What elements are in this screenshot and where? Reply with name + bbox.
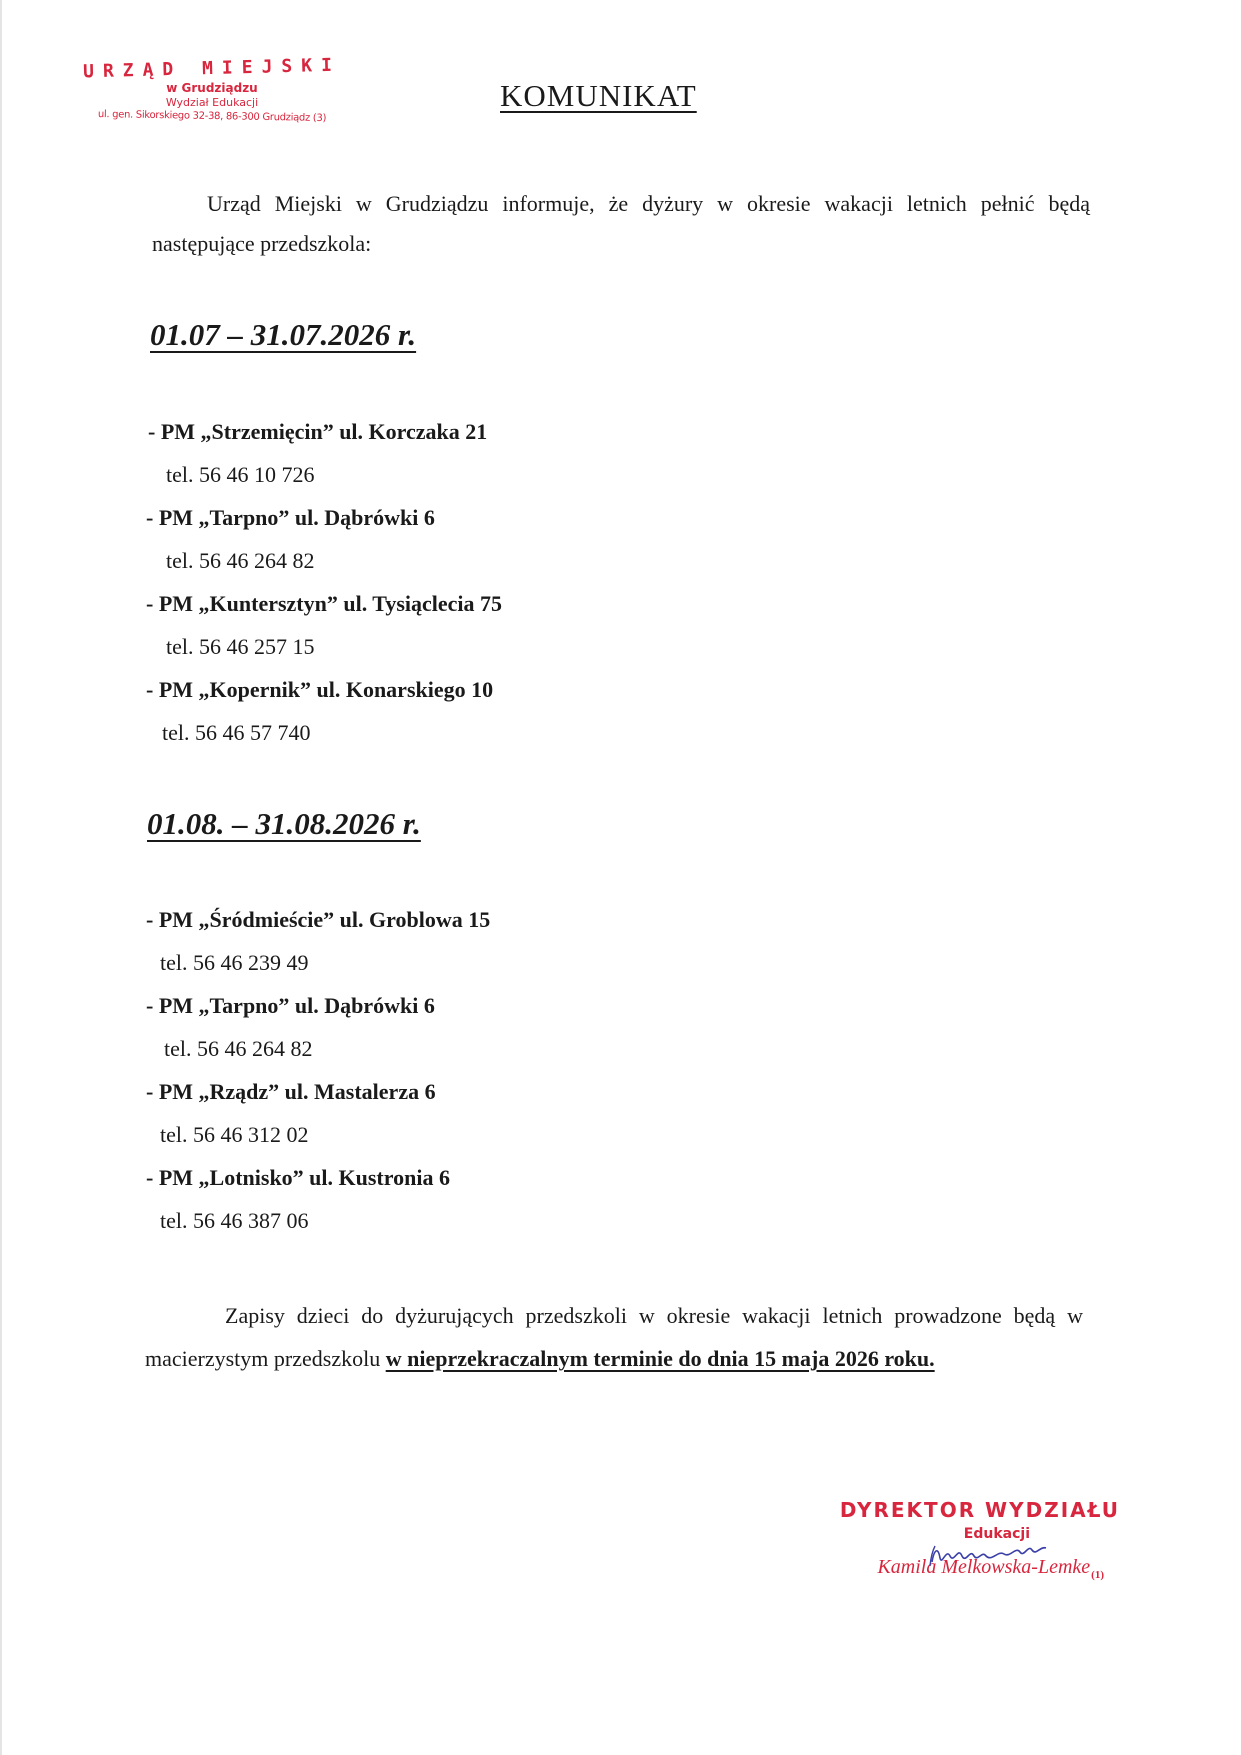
preschool-name: - PM „Śródmieście” ul. Groblowa 15 (146, 907, 491, 932)
preschool-list-july (148, 410, 502, 754)
preschool-list-august (146, 898, 490, 1242)
preschool-name: - PM „Strzemięcin” ul. Korczaka 21 (148, 419, 488, 444)
preschool-phone: tel. 56 46 257 15 (166, 634, 315, 659)
list-item (148, 410, 502, 496)
deadline-emphasis: w nieprzekraczalnym terminie do dnia 15 maja 2026 roku. (385, 1346, 935, 1371)
signature-title: DYREKTOR WYDZIAŁU (839, 1498, 1120, 1522)
preschool-phone: tel. 56 46 57 740 (162, 720, 311, 745)
list-item (146, 1156, 490, 1242)
signature-name: Kamila Melkowska-Lemke (877, 1556, 1091, 1578)
period-heading-august: 01.08. – 31.08.2026 r. (147, 806, 421, 841)
preschool-name: - PM „Tarpno” ul. Dąbrówki 6 (146, 505, 435, 530)
list-item (146, 984, 490, 1070)
intro-paragraph: Urząd Miejski w Grudziądzu informuje, że dyżury w okresie wakacji letnich pełnić będą następujące przedszkola: (152, 191, 1090, 256)
preschool-name: - PM „Kuntersztyn” ul. Tysiąclecia 75 (146, 591, 503, 616)
signature-department: Edukacji (963, 1526, 1030, 1542)
preschool-phone: tel. 56 46 312 02 (160, 1122, 309, 1147)
preschool-name: - PM „Tarpno” ul. Dąbrówki 6 (146, 993, 435, 1018)
preschool-phone: tel. 56 46 10 726 (166, 462, 315, 487)
preschool-phone: tel. 56 46 239 49 (160, 950, 309, 975)
stamp-address: ul. gen. Sikorskiego 32-38, 86-300 Grudziądz (3) (97, 109, 327, 124)
signature-stamp (820, 1498, 1120, 1581)
preschool-phone: tel. 56 46 264 82 (164, 1036, 313, 1061)
scan-edge (0, 0, 2, 1755)
period-heading-july: 01.07 – 31.07.2026 r. (150, 317, 417, 352)
closing-text: Zapisy dzieci do dyżurujących przedszkoli w okresie wakacji letnich prowadzone będą w macierzystym przedszkolu (145, 1303, 1083, 1371)
signature-index: (1) (1091, 1569, 1104, 1581)
handwritten-signature (928, 1536, 1048, 1570)
list-item (146, 1070, 490, 1156)
preschool-phone: tel. 56 46 387 06 (160, 1208, 309, 1233)
stamp-city: w Grudziądzu (166, 81, 258, 95)
office-stamp (62, 54, 362, 124)
list-item (148, 668, 502, 754)
document-title: KOMUNIKAT (500, 78, 697, 113)
list-item (148, 582, 502, 668)
stamp-department: Wydział Edukacji (165, 96, 259, 109)
signature-name-line (820, 1556, 1104, 1581)
closing-paragraph (145, 1294, 1083, 1380)
preschool-phone: tel. 56 46 264 82 (166, 548, 315, 573)
preschool-name: - PM „Kopernik” ul. Konarskiego 10 (146, 677, 494, 702)
list-item (148, 496, 502, 582)
preschool-name: - PM „Lotnisko” ul. Kustronia 6 (146, 1165, 450, 1190)
stamp-office-name: URZĄD MIEJSKI (82, 54, 342, 83)
list-item (146, 898, 490, 984)
preschool-name: - PM „Rządz” ul. Mastalerza 6 (146, 1079, 436, 1104)
